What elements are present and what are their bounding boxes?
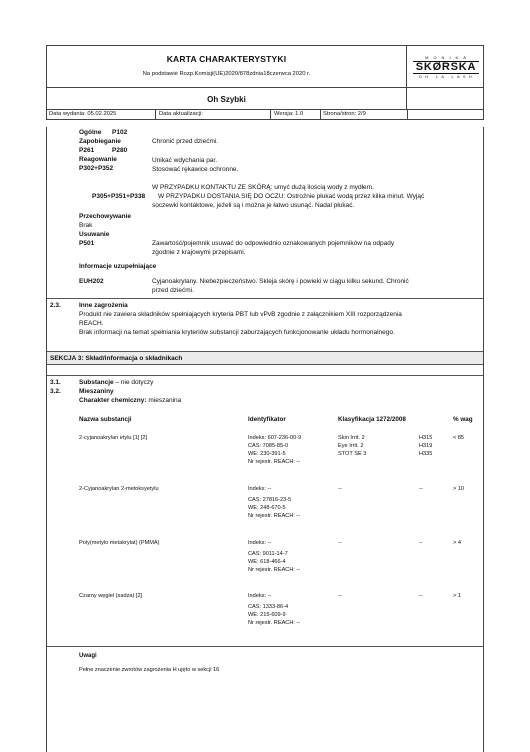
row4-percent: > 1 [453,593,461,599]
row1-name: 2-cyjanoakrylan etylu [1] [2] [79,435,148,441]
row2-index: Indeks: -- [248,486,272,492]
row4-cas: CAS: 1333-86-4 [248,604,289,610]
row4-reach: Nr rejestr. REACH: -- [248,620,301,626]
update-date: Data aktualizacji: [159,111,203,117]
text-euh202-line1: Cyjanoakrylany. Niebezpieczeństwo. Skleja skórę i powieki w ciągu kilku sekund. Chronić [152,278,409,285]
text-p305-line1: W PRZYPADKU DOSTANIA SIĘ DO OCZU: Ostrożnie płukać wodą przez kilka minut. Wyjąć [158,193,425,200]
text-p501-line1: Zawartość/pojemnik usuwać do odpowiednio oznakowanych pojemników na odpady [152,240,395,247]
row2-class: -- [338,486,342,492]
code-p501: P501 [79,240,95,247]
row1-we: WE: 230-391-5 [248,451,286,457]
row2-we: WE: 248-670-5 [248,505,286,511]
sds-page [46,45,484,750]
row3-index: Indeks: -- [248,540,272,546]
row4-name: Czarny węgiel (sadza) [2] [79,593,143,599]
row1-class2: Eye Irrit. 2 [338,443,364,449]
section-3-header [47,351,483,365]
section-3-title: SEKCJA 3: Skład/informacja o składnikach [50,355,183,362]
notes-text: Pełne znaczenie zwrotów zagrożenia H ujęto w sekcji 16 [79,667,220,673]
row3-class: -- [338,540,342,546]
row4-we: WE: 215-609-9 [248,612,286,618]
row1-h3: H335 [419,451,433,457]
row2-h: -- [419,486,423,492]
row4-index: Indeks: -- [248,593,272,599]
row2-name: 2-Cyjanoakrylan 2-metoksyetylu [79,486,159,492]
text-p280: Stosować rękawice ochronne. [152,166,239,173]
notes-label: Uwagi [79,653,97,659]
document-header [46,45,484,120]
text-p102: Chronić przed dziećmi. [152,138,219,145]
section-2-3-title: Inne zagrożenia [79,302,128,309]
page-number: Strona/stron: 2/9 [323,111,366,117]
row3-name: Poly(metylo metakrylat) (PMMA) [79,540,160,546]
row3-we: WE: 618-466-4 [248,559,286,565]
row4-h: -- [419,593,423,599]
section-3-1-line: Substancje – nie dotyczy [79,379,154,386]
text-p305-line2: soczewki kontaktowe, jeżeli są i można je łatwo usunąć. Nadal płukać. [152,202,355,209]
regulation-subtitle: Na podstawie Rozp.Komisji(UE)2020/878zdnia18czerwca 2020 r. [142,70,311,77]
row2-cas: CAS: 27816-23-5 [248,497,292,503]
row1-index: Indeks: 607-236-00-9 [248,435,302,441]
section-3-2-title: Mieszaniny [79,388,114,395]
text-brak: Brak [79,222,93,229]
text-2-3-line2: REACH. [79,320,104,327]
issue-date: Data wydania: 05.02.2025 [49,111,117,117]
document-meta-row [47,110,483,119]
col-header-identifier: Identyfikator [248,416,286,423]
label-przechowywanie: Przechowywanie [79,213,132,220]
text-p261: Unikać wdychania par. [152,157,218,164]
row2-percent: > 10 [453,486,465,492]
brand-logo: MONIKA SKØRSKA OH LA LASH [411,55,481,81]
row1-class3: STOT SE 3 [338,451,367,457]
text-euh202-line2: przed dziećmi. [152,287,194,294]
label-zapobieganie: Zapobieganie [79,138,121,145]
col-header-classification: Klasyfikacja 1272/2008 [338,416,406,423]
section-3-1-number: 3.1. [50,379,61,386]
label-reagowanie: Reagowanie [79,156,117,163]
row1-h1: H315 [419,435,433,441]
text-p302: W PRZYPADKU KONTAKTU ZE SKÓRĄ: umyć dużą ilością wody z mydłem. [152,184,374,191]
col-header-name: Nazwa substancji [79,416,132,423]
document-title: KARTA CHARAKTERYSTYKI [166,54,287,64]
code-p261: P261 [79,147,95,154]
text-p501-line2: zgodnie z krajowymi przepisami. [152,249,246,256]
row3-h: -- [419,540,423,546]
code-p280: P280 [112,147,128,154]
row3-cas: CAS: 9011-14-7 [248,551,288,557]
version: Wersja: 1.0 [274,111,304,117]
product-name: Oh Szybki [47,88,407,110]
text-2-3-line3: Brak informacji na temat spełniania kryteriów substancji zaburzających funkcjonowanie układu hormonalnego. [79,329,395,336]
label-ogolne: Ogólne [79,129,102,136]
code-p305: P305+P351+P338 [92,193,146,200]
text-2-3-line1: Produkt nie zawiera składników spełniających kryteria PBT lub vPvB zgodnie z załącznikiem XIII rozporządzenia [79,311,402,318]
row3-percent: > 4 [453,540,461,546]
code-euh202: EUH202 [79,278,104,285]
label-informacje-uzupelniajace: Informacje uzupełniające [79,263,157,270]
code-p102: P102 [112,129,128,136]
document-body [46,127,484,752]
chemical-character-line: Charakter chemiczny: mieszanina [79,397,182,404]
row1-cas: CAS: 7085-85-0 [248,443,289,449]
code-p302: P302+P352 [79,165,114,172]
row3-reach: Nr rejestr. REACH: -- [248,567,301,573]
col-header-percent: % wag [453,416,473,423]
section-2-3-number: 2.3. [50,302,61,309]
row1-reach: Nr rejestr. REACH: -- [248,459,301,465]
row1-percent: < 85 [453,435,465,441]
label-usuwanie: Usuwanie [79,231,110,238]
section-3-2-number: 3.2. [50,388,61,395]
row2-reach: Nr rejestr. REACH: -- [248,513,301,519]
row1-class1: Skin Irrit. 2 [338,435,365,441]
row1-h2: H319 [419,443,433,449]
row4-class: -- [338,593,342,599]
